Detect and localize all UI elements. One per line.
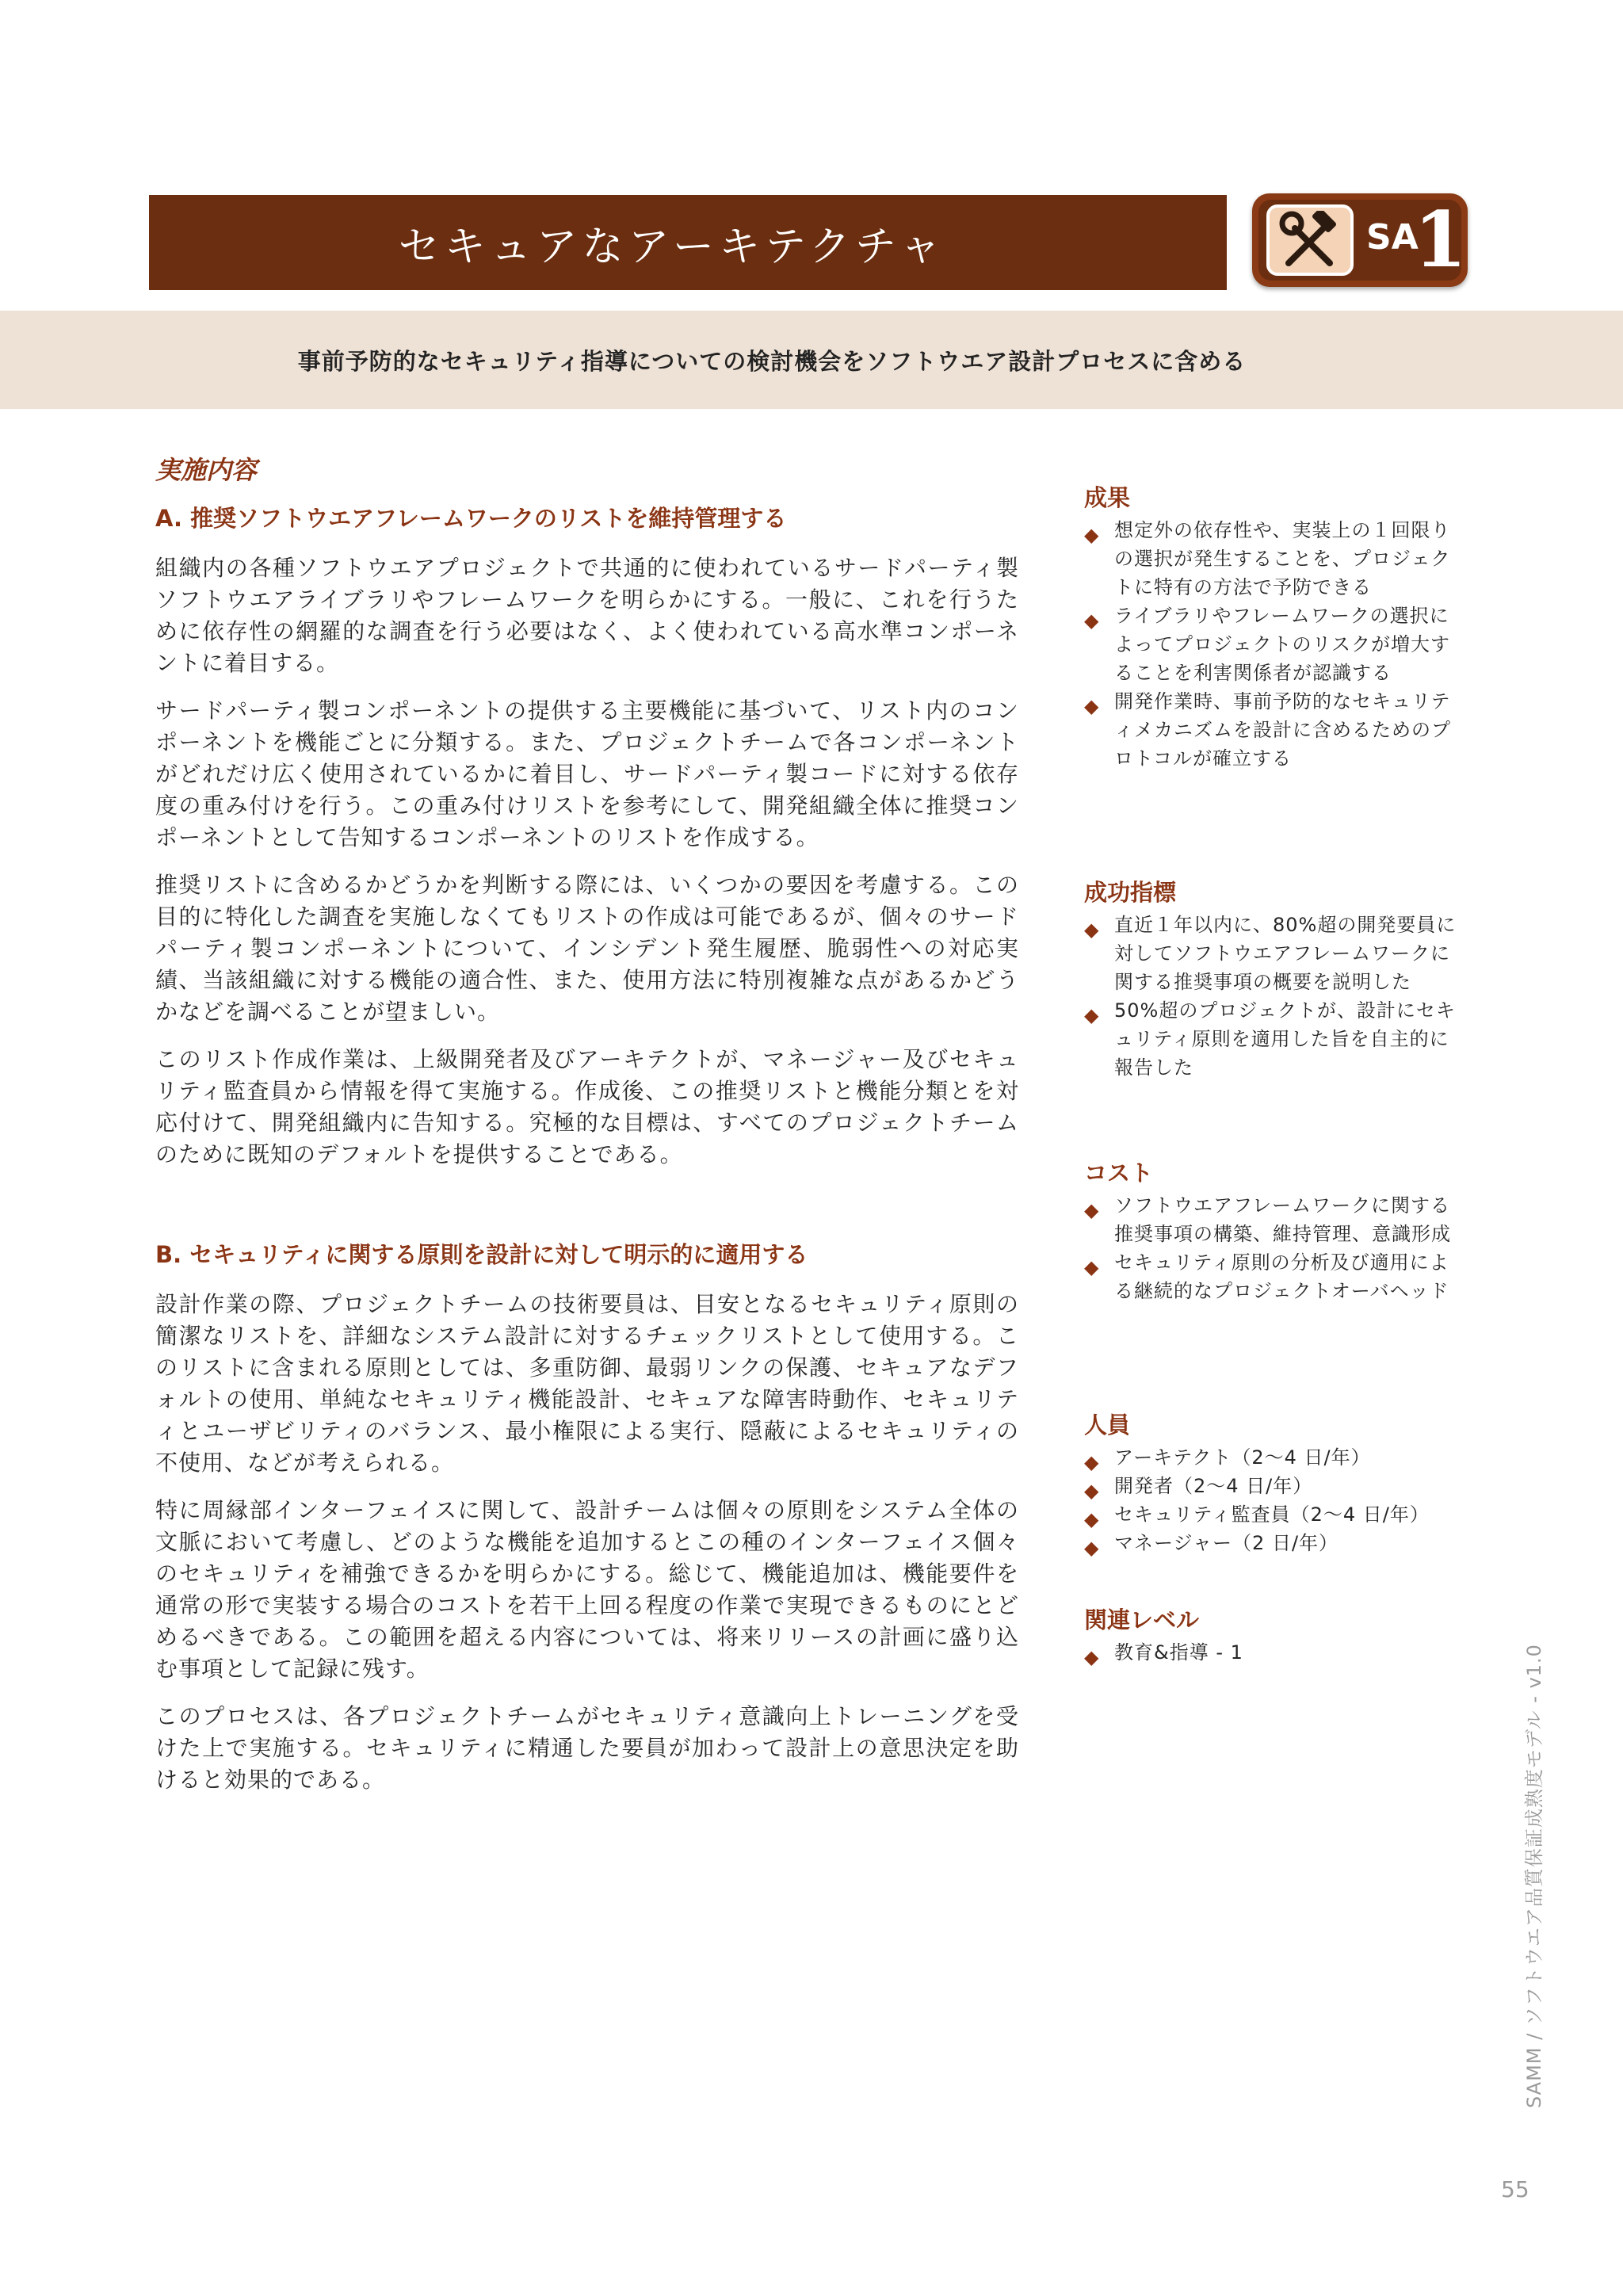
objective-text: 事前予防的なセキュリティ指導についての検討機会をソフトウエア設計プロセスに含める	[297, 347, 1247, 375]
badge-level: 1	[1414, 195, 1467, 285]
section-a-paragraph: このリスト作成作業は、上級開発者及びアーキテクトが、マネージャー及びセキュリティ監査員から情報を得て実施する。作成後、この推奨リストと機能分類とを対応付けて、開発組織内に告知する。究極的な目標は、すべてのプロジェクトチームのために既知のデフォルトを提供することである。	[155, 1046, 1019, 1167]
list-item: ◆ セキュリティ原則の分析及び適用による継続的なプロジェクトオーバヘッド	[1084, 1251, 1449, 1302]
badge-code: SA	[1366, 217, 1419, 258]
list-item: ◆ マネージャー（2 日/年）	[1084, 1529, 1457, 1557]
page-title: セキュアなアーキテクチャ	[398, 223, 946, 271]
list-item: ◆ ソフトウエアフレームワークに関する推奨事項の構築、維持管理、意識形成	[1084, 1194, 1451, 1245]
diamond-bullet-icon: ◆	[1084, 695, 1100, 717]
section-b-paragraph: 特に周縁部インターフェイスに関して、設計チームは個々の原則をシステム全体の文脈において考慮し、どのような機能を追加するとこの種のインターフェイス個々のセキュリティを補強できるかを明らかにする。総じて、機能追加は、機能要件を通常の形で実装する場合のコストを若干上回る程度の作業で実現できるものにとどめるべきである。この範囲を超える内容については、将来リリースの計画に盛り込む事項として記録に残す。	[155, 1497, 1019, 1682]
results-heading: 成果	[1084, 484, 1131, 511]
diamond-bullet-icon: ◆	[1084, 1480, 1100, 1502]
list-item: ◆ 開発作業時、事前予防的なセキュリティメカニズムを設計に含めるためのプロトコルが確立する	[1084, 690, 1451, 770]
sidebar-personnel	[1084, 1408, 1457, 1557]
diamond-bullet-icon: ◆	[1084, 1199, 1100, 1221]
list-item: ◆ アーキテクト（2〜4 日/年）	[1084, 1443, 1457, 1472]
sidebar-related-levels	[1084, 1603, 1457, 1667]
diamond-bullet-icon: ◆	[1084, 1508, 1100, 1530]
section-b-heading: B. セキュリティに関する原則を設計に対して明示的に適用する	[155, 1241, 808, 1268]
diamond-bullet-icon: ◆	[1084, 1256, 1100, 1278]
page-number: 55	[1501, 2176, 1529, 2202]
practice-badge	[1252, 193, 1468, 287]
list-item: ◆ 想定外の依存性や、実装上の１回限りの選択が発生することを、プロジェクトに特有の方法で予防できる	[1084, 519, 1451, 598]
list-item: ◆ セキュリティ監査員（2〜4 日/年）	[1084, 1500, 1457, 1529]
diamond-bullet-icon: ◆	[1084, 919, 1100, 941]
section-b-paragraph: 設計作業の際、プロジェクトチームの技術要員は、目安となるセキュリティ原則の簡潔なリストを、詳細なシステム設計に対するチェックリストとして使用する。このリストに含まれる原則としては、多重防御、最弱リンクの保護、セキュアなデフォルトの使用、単純なセキュリティ機能設計、セキュアな障害時動作、セキュリティとユーザビリティのバランス、最小権限による実行、隠蔽によるセキュリティの不使用、などが考えられる。	[155, 1291, 1019, 1476]
main-content	[155, 450, 1019, 1812]
sidebar-costs	[1084, 1156, 1457, 1305]
diamond-bullet-icon: ◆	[1084, 1646, 1100, 1668]
costs-heading: コスト	[1084, 1159, 1154, 1186]
list-item: ◆ ライブラリやフレームワークの選択によってプロジェクトのリスクが増大することを利害関係者が認識する	[1084, 605, 1451, 684]
diamond-bullet-icon: ◆	[1084, 524, 1100, 546]
personnel-heading: 人員	[1084, 1412, 1131, 1438]
sidebar-results	[1084, 480, 1457, 773]
hammer-wrench-icon	[1266, 204, 1354, 276]
vertical-footer-text: SAMM / ソフトウエア品質保証成熟度モデル - v1.0	[1523, 1644, 1545, 2108]
diamond-bullet-icon: ◆	[1084, 1451, 1100, 1473]
list-item: ◆ 50%超のプロジェクトが、設計にセキュリティ原則を適用した旨を自主的に報告した	[1084, 999, 1456, 1079]
subtitle-band	[0, 311, 1623, 409]
section-a-paragraph: 推奨リストに含めるかどうかを判断する際には、いくつかの要因を考慮する。この目的に特化した調査を実施しなくてもリストの作成は可能であるが、個々のサードパーティ製コンポーネントについて、インシデント発生履歴、脆弱性への対応実績、当該組織に対する機能の適合性、また、使用方法に特別複雑な点があるかどうかなどを調べることが望ましい。	[155, 872, 1019, 1025]
success-metrics-heading: 成功指標	[1084, 879, 1177, 906]
activities-heading: 実施内容	[155, 455, 258, 485]
section-b-paragraph: このプロセスは、各プロジェクトチームがセキュリティ意識向上トレーニングを受けた上で実施する。セキュリティに精通した要員が加わって設計上の意思決定を助けると効果的である。	[155, 1703, 1019, 1793]
related-levels-heading: 関連レベル	[1084, 1606, 1200, 1633]
title-bar	[149, 195, 1227, 290]
diamond-bullet-icon: ◆	[1084, 1537, 1100, 1559]
diamond-bullet-icon: ◆	[1084, 1004, 1100, 1026]
section-a-paragraph: 組織内の各種ソフトウエアプロジェクトで共通的に使われているサードパーティ製ソフトウエアライブラリやフレームワークを明らかにする。一般に、これを行うために依存性の網羅的な調査を行う必要はなく、よく使われている高水準コンポーネントに着目する。	[155, 555, 1019, 676]
list-item: ◆ 開発者（2〜4 日/年）	[1084, 1472, 1457, 1500]
list-item: ◆ 直近１年以内に、80%超の開発要員に対してソフトウエアフレームワークに関する推奨事項の概要を説明した	[1084, 914, 1457, 993]
diamond-bullet-icon: ◆	[1084, 609, 1100, 632]
list-item: ◆ 教育&指導 - 1	[1084, 1638, 1457, 1667]
section-a-paragraph: サードパーティ製コンポーネントの提供する主要機能に基づいて、リスト内のコンポーネントを機能ごとに分類する。また、プロジェクトチームで各コンポーネントがどれだけ広く使用されているかに着目し、サードパーティ製コードに対する依存度の重み付けを行う。この重み付けリストを参考にして、開発組織全体に推奨コンポーネントとして告知するコンポーネントのリストを作成する。	[155, 697, 1019, 850]
sidebar-success-metrics	[1084, 875, 1457, 1082]
section-a-heading: A. 推奨ソフトウエアフレームワークのリストを維持管理する	[155, 505, 787, 532]
